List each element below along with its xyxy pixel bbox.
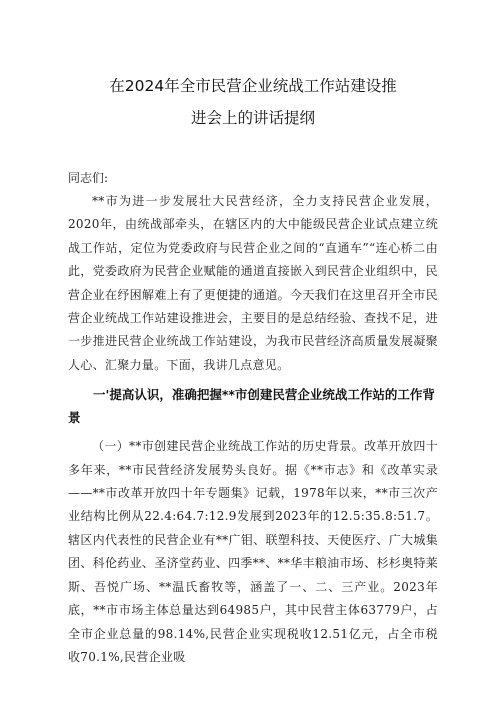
title-line-1: 在2024年全市民营企业统战工作站建设推 xyxy=(109,77,397,95)
section-1-heading: 一'提高认识，准确把握**市创建民营企业统战工作站的工作背景 xyxy=(68,387,435,426)
salutation: 同志们: xyxy=(68,171,109,185)
subsection-1-paragraph xyxy=(68,435,438,669)
subsection-1-lead: （一）**市创建民营企业统战工作站的历史背景。 xyxy=(92,439,364,454)
document-title xyxy=(68,70,438,134)
subsection-1-text: 改革开放四十多年来，**市民营经济发展势头良好。据《**市志》和《改革实录——**市改革开放四十年专题集》记载，1978年以来，**市三次产业结构比例从22.4:64.7:12.9发展到2023年的12.5:35.8:51.7。辖区内代表性的民营企业有**广钼、联塑科技、天使医疗、广大城集团、科伦药业、圣济堂药业、四季**、**华丰粮油市场、杉杉奥特莱斯、吾悦广场、**温氏畜牧等，涵盖了一、二、三产业。2023年底，**市市场主体总量达到64985户，其中民营主体63779户，占全市企业总量的98.14%,民营企业实现税收12.51亿元，占全市税收70.1%,民营企业吸 xyxy=(68,439,438,664)
intro-paragraph: **市为进一步发展壮大民营经济，全力支持民营企业发展，2020年，由统战部牵头，在辖区内的大中能级民营企业试点建立统战工作站，定位为党委政府与民营企业之间的“直通车”“连心桥二由此，党委政府为民营企业赋能的通道直接嵌入到民营企业组织中，民营企业在纾困解难上有了更便捷的通道。今天我们在这里召开全市民营企业统战工作站建设推进会，主要目的是总结经验、查找不足，进一步推进民营企业统战工作站建设，为我市民营经济高质量发展凝聚人心、汇聚力量。下面，我讲几点意见。 xyxy=(68,194,438,372)
title-line-2: 进会上的讲话提纲 xyxy=(190,109,315,127)
